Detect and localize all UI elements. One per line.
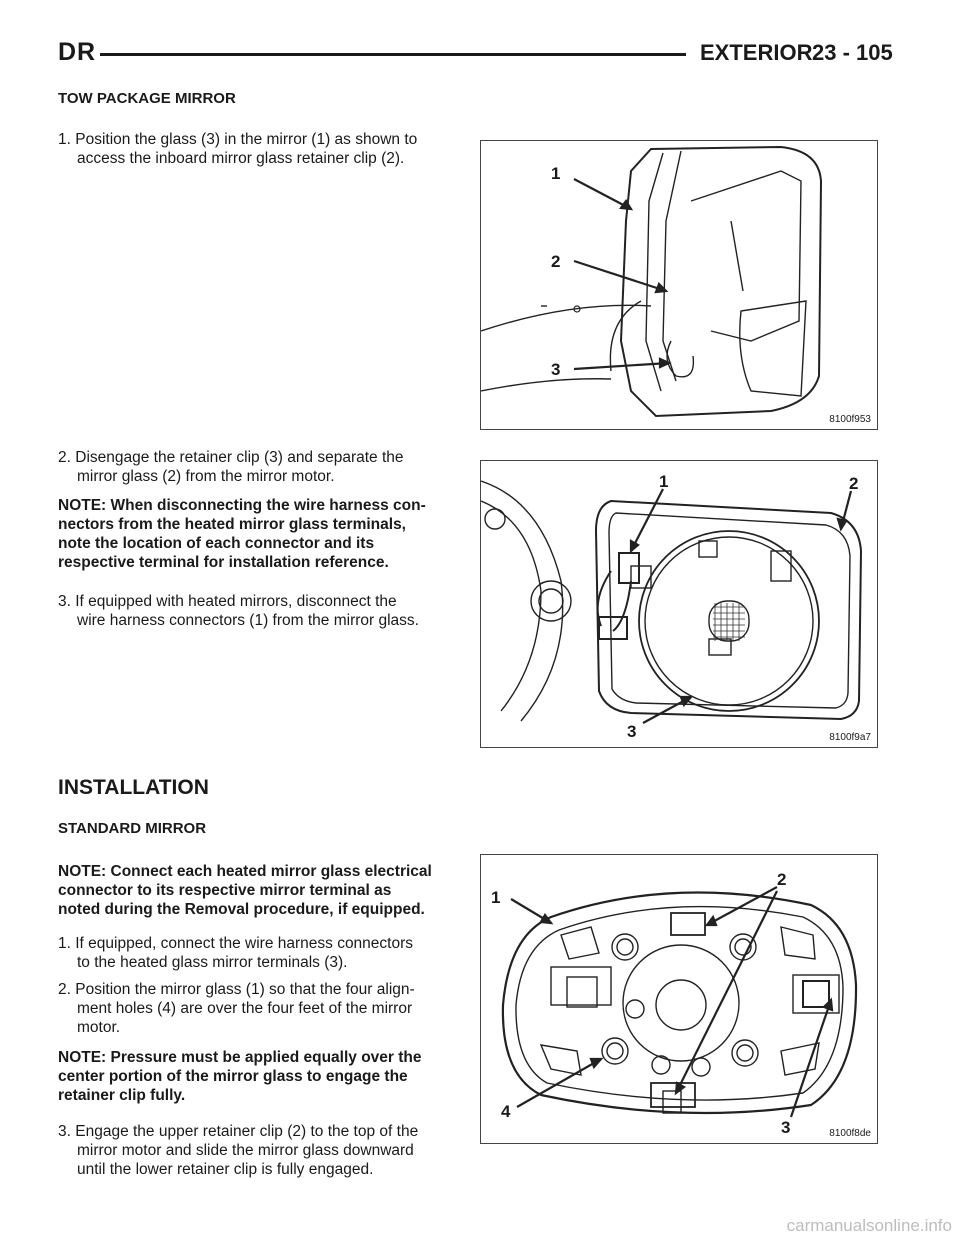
step-text-cont: wire harness connectors (1) from the mirror glass. [77, 612, 419, 629]
step-text-cont: motor. [77, 1019, 121, 1036]
install-note-1 [58, 862, 442, 919]
step-text: If equipped with heated mirrors, disconnect the [75, 593, 397, 610]
note-line: nectors from the heated mirror glass terminals, [58, 516, 406, 533]
callout-4: 4 [501, 1102, 511, 1121]
note-line: noted during the Removal procedure, if equipped. [58, 901, 425, 918]
tow-note [58, 496, 442, 572]
step-text: Engage the upper retainer clip (2) to the top of the [75, 1123, 419, 1140]
standard-mirror-illustration [481, 855, 877, 1143]
step-text-cont: until the lower retainer clip is fully engaged. [77, 1161, 374, 1178]
tow-step-3 [58, 592, 442, 630]
install-note-2 [58, 1048, 442, 1105]
step-text: If equipped, connect the wire harness connectors [75, 935, 414, 952]
step-text: Disengage the retainer clip (3) and separate the [75, 449, 404, 466]
install-step-3 [58, 1122, 442, 1179]
wire-harness-illustration [481, 461, 877, 747]
figure-code: 8100f9a7 [829, 732, 871, 743]
model-code: DR [58, 38, 97, 66]
tow-step-2 [58, 448, 442, 486]
step-text-cont: access the inboard mirror glass retainer clip (2). [77, 150, 405, 167]
step-text: Position the glass (3) in the mirror (1) as shown to [75, 131, 418, 148]
callout-1: 1 [551, 164, 561, 183]
step-number: 3. [58, 1123, 71, 1140]
callout-1: 1 [659, 472, 669, 491]
step-text-cont: ment holes (4) are over the four feet of the mirror [77, 1000, 413, 1017]
note-line: center portion of the mirror glass to engage the [58, 1068, 408, 1085]
figure-code: 8100f953 [829, 414, 871, 425]
step-text-cont: mirror motor and slide the mirror glass downward [77, 1142, 414, 1159]
tow-package-heading: TOW PACKAGE MIRROR [58, 90, 236, 107]
step-number: 1. [58, 131, 71, 148]
installation-heading: INSTALLATION [58, 776, 209, 799]
callout-2: 2 [551, 252, 561, 271]
tow-step-1 [58, 130, 442, 168]
tow-mirror-illustration [481, 141, 877, 429]
callout-3: 3 [627, 722, 637, 741]
note-line: respective terminal for installation reference. [58, 554, 389, 571]
callout-3: 3 [781, 1118, 791, 1137]
callout-3: 3 [551, 360, 561, 379]
step-number: 3. [58, 593, 71, 610]
step-text-cont: to the heated glass mirror terminals (3). [77, 954, 348, 971]
callout-1: 1 [491, 888, 501, 907]
install-step-1 [58, 934, 442, 972]
callout-2: 2 [849, 474, 859, 493]
step-text: Position the mirror glass (1) so that the four align- [75, 981, 415, 998]
step-number: 2. [58, 981, 71, 998]
note-line: retainer clip fully. [58, 1087, 186, 1104]
callout-2: 2 [777, 870, 787, 889]
standard-mirror-heading: STANDARD MIRROR [58, 820, 207, 837]
note-line: NOTE: When disconnecting the wire harness con- [58, 497, 426, 514]
page-number: 23 - 105 [812, 40, 893, 65]
figure-wire-harness [480, 460, 878, 748]
figure-code: 8100f8de [829, 1128, 871, 1139]
section-title: EXTERIOR [700, 40, 813, 65]
header-rule [100, 53, 686, 56]
step-text-cont: mirror glass (2) from the mirror motor. [77, 468, 335, 485]
page-header [0, 0, 960, 80]
install-step-2 [58, 980, 442, 1037]
figure-standard-mirror [480, 854, 878, 1144]
note-line: NOTE: Connect each heated mirror glass electrical [58, 863, 432, 880]
note-line: note the location of each connector and its [58, 535, 375, 552]
note-line: NOTE: Pressure must be applied equally over the [58, 1049, 422, 1066]
step-number: 2. [58, 449, 71, 466]
watermark: carmanualsonline.info [786, 1216, 952, 1235]
figure-tow-mirror [480, 140, 878, 430]
step-number: 1. [58, 935, 71, 952]
note-line: connector to its respective mirror terminal as [58, 882, 392, 899]
